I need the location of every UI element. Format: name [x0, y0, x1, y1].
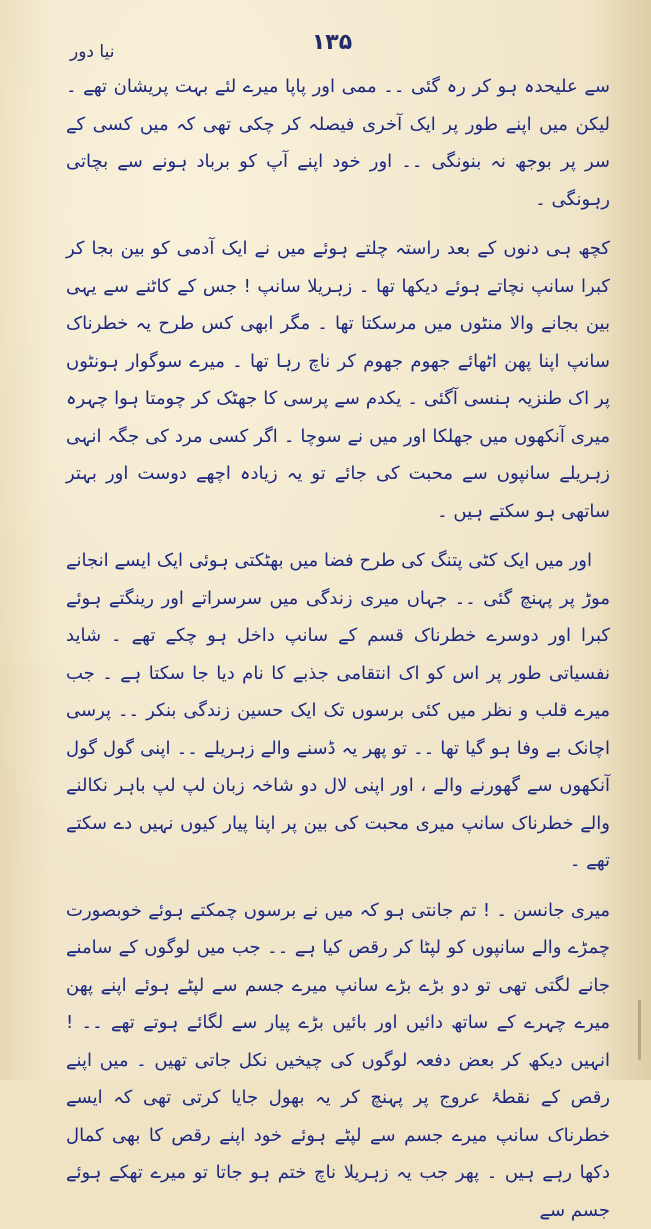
paragraph: میری جانسن ۔ ! تم جانتی ہو کہ میں نے برسوں چمکتے ہوئے خوبصورت چمڑے والے سانپوں کو لپٹا کر رقص کیا ہے ۔۔ جب میں لوگوں کے سامنے جانے لگتی تھی تو دو بڑے بڑے سانپ میرے جسم سے لپٹے ہوئے اپنے پھن میرے چہرے کے ساتھ دائیں اور بائیں بڑے پیار سے لگائے ہوتے تھے ۔۔ ! انہیں دیکھ کر بعض دفعہ لوگوں کی چیخیں نکل جاتی تھیں ۔ میں اپنے رقص کے نقطۂ عروج پر پہنچ کر یہ بھول جایا کرتی تھی کہ ایسے خطرناک سانپ میرے جسم سے لپٹے ہوئے خود اپنے رقص کا بھی کمال دکھا رہے ہیں ۔ پھر جب یہ زہریلا ناچ ختم ہو جاتا تو میرے تھکے ہوئے جسم سے — [66, 892, 610, 1229]
body-text — [66, 68, 610, 1229]
page-edge-mark — [638, 1000, 641, 1060]
page-number: ١٣۵ — [292, 30, 372, 55]
running-head: نیا دور — [70, 42, 190, 62]
page-header — [0, 30, 651, 70]
paragraph: اور میں ایک کٹی پتنگ کی طرح فضا میں بھٹکتی ہوئی ایک ایسے انجانے موڑ پر پہنچ گئی ۔۔ جہاں میری زندگی میں سرسراتے اور رینگتے ہوئے کبرا اور دوسرے خطرناک قسم کے سانپ داخل ہو چکے تھے ۔ شاید نفسیاتی طور پر اس کو اک انتقامی جذبے کا نام دیا جا سکتا ہے ۔ جب میرے قلب و نظر میں کئی برسوں تک ایک حسین زندگی بنکر ۔۔ پرسی اچانک بے وفا ہو گیا تھا ۔۔ تو پھر یہ ڈسنے والے زہریلے ۔۔ اپنی گول گول آنکھوں سے گھورنے والے ، اور اپنی لال دو شاخہ زبان لپ لپ باہر نکالنے والے خطرناک سانپ میری محبت کی بین پر اپنا پیار کیوں نہیں دے سکتے تھے ۔ — [66, 542, 610, 880]
paragraph: سے علیحدہ ہو کر رہ گئی ۔۔ ممی اور پاپا میرے لئے بہت پریشان تھے ۔ لیکن میں اپنے طور پر ایک آخری فیصلہ کر چکی تھی کہ میں کسی کے سر پر بوجھ نہ بنونگی ۔۔ اور خود اپنے آپ کو برباد ہونے سے بچاتی رہونگی ۔ — [66, 68, 610, 218]
paragraph: کچھ ہی دنوں کے بعد راستہ چلتے ہوئے میں نے ایک آدمی کو بین بجا کر کبرا سانپ نچاتے ہوئے دیکھا تھا ۔ زہریلا سانپ ! جس کے کاٹنے سے یہی بین بجانے والا منٹوں میں مرسکتا تھا ۔ مگر ابھی کس طرح یہ خطرناک سانپ اپنا پھن اٹھائے جھوم جھوم کر ناچ رہا تھا ۔ میرے سوگوار ہونٹوں پر اک طنزیہ ہنسی آگئی ۔ یکدم سے پرسی کا جھٹک کر چومتا ہوا چہرہ میری آنکھوں میں جھلکا اور میں نے سوچا ۔ اگر کسی مرد کی جگہ انہی زہریلے سانپوں سے محبت کی جائے تو یہ زیادہ اچھے دوست اور بہتر ساتھی ہو سکتے ہیں ۔ — [66, 230, 610, 530]
